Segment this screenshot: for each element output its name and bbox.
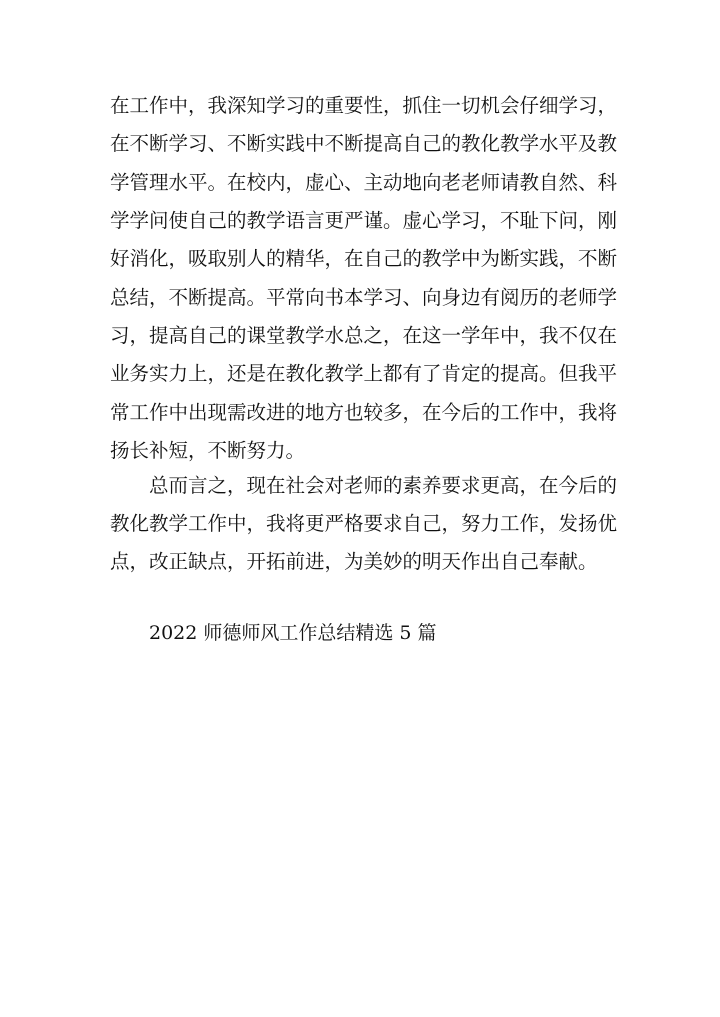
text-line: 学学问使自己的教学语言更严谨。虚心学习，不耻下问，刚 [110, 209, 618, 232]
text-line: 常工作中出现需改进的地方也较多，在今后的工作中，我将 [110, 401, 618, 424]
section-heading: 2022 师德师风工作总结精选 5 篇 [149, 622, 437, 644]
text-line: 业务实力上，还是在教化教学上都有了肯定的提高。但我平 [110, 362, 618, 385]
text-line: 教化教学工作中，我将更严格要求自己，努力工作，发扬优 [110, 512, 618, 535]
text-line: 在工作中，我深知学习的重要性，抓住一切机会仔细学习， [110, 94, 618, 117]
text-line: 习，提高自己的课堂教学水总之，在这一学年中，我不仅在 [110, 324, 618, 347]
text-line: 点，改正缺点，开拓前进，为美妙的明天作出自己奉献。 [110, 550, 598, 573]
text-line: 总结，不断提高。平常向书本学习、向身边有阅历的老师学 [110, 286, 618, 309]
text-line: 总而言之，现在社会对老师的素养要求更高，在今后的 [149, 474, 618, 497]
text-line: 在不断学习、不断实践中不断提高自己的教化教学水平及教 [110, 132, 618, 155]
text-line: 好消化，吸取别人的精华，在自己的教学中为断实践，不断 [110, 247, 618, 270]
text-line: 扬长补短，不断努力。 [110, 439, 306, 462]
text-line: 学管理水平。在校内，虚心、主动地向老老师请教自然、科 [110, 171, 618, 194]
